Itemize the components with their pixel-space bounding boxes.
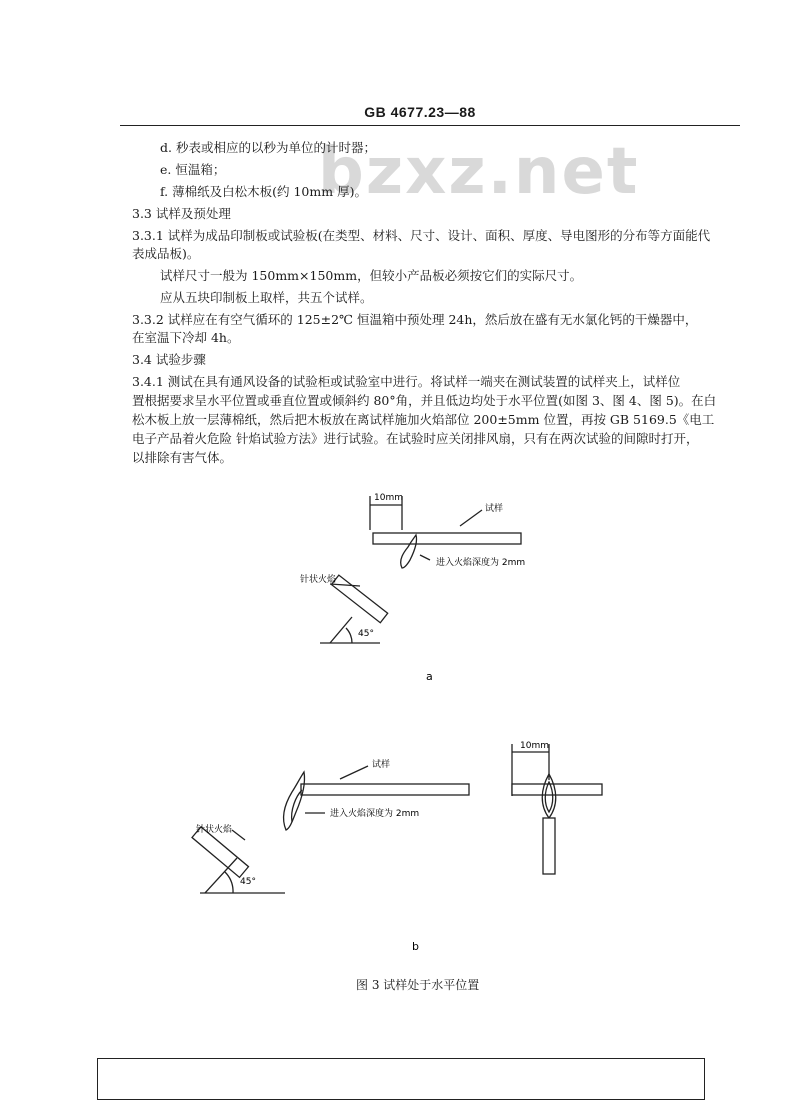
figure-b-left — [192, 766, 469, 893]
angle-arc — [346, 628, 352, 643]
section-3-3-1-para3: 应从五块印制板上取样，共五个试样。 — [160, 290, 373, 305]
specimen-leader-b — [340, 766, 368, 779]
section-3-3-heading: 3.3 试样及预处理 — [132, 206, 231, 221]
fig-b-sub-label: b — [412, 940, 419, 953]
section-3-3-2-line2: 在室温下冷却 4h。 — [132, 330, 240, 345]
fig-b-flame-label: 针状火焰 — [196, 825, 233, 835]
section-3-3-2-line1: 3.3.2 试样应在有空气循环的 125±2℃ 恒温箱中预处理 24h，然后放在盛有无水氯化钙的干燥器中， — [132, 312, 698, 327]
standard-code: GB 4677.23—88 — [364, 104, 476, 120]
section-3-4-1-line5: 以排除有害气体。 — [132, 450, 233, 465]
angle-ray — [330, 617, 352, 643]
item-e: e. 恒温箱； — [160, 162, 226, 177]
fig-b-depth-label: 进入火焰深度为 2mm — [330, 809, 420, 819]
fig-b-specimen-label: 试样 — [372, 760, 391, 770]
burner-b2 — [543, 818, 555, 874]
burner — [331, 575, 387, 623]
section-3-4-heading: 3.4 试验步骤 — [132, 352, 206, 367]
figure-b-right — [512, 744, 602, 874]
depth-leader — [420, 555, 430, 560]
section-3-3-1-line1: 3.3.1 试样为成品印制板或试验板(在类型、材料、尺寸、设计、面积、厚度、导电图形的分布等方面能代 — [132, 228, 711, 243]
watermark: bzxz.net — [318, 135, 640, 209]
fig-b-angle-label: 45° — [240, 877, 256, 887]
flame-b — [284, 772, 305, 830]
item-f: f. 薄棉纸及白松木板(约 10mm 厚)。 — [160, 184, 367, 199]
section-3-3-1-para2: 试样尺寸一般为 150mm×150mm，但较小产品板必须按它们的实际尺寸。 — [160, 268, 583, 283]
specimen-bar-b2 — [512, 784, 602, 795]
fig-b-dim-label: 10mm — [520, 741, 549, 751]
fig-a-flame-label: 针状火焰 — [300, 575, 337, 585]
fig-a-sub-label: a — [426, 670, 433, 683]
angle-arc-b — [225, 872, 233, 893]
specimen-leader — [460, 510, 482, 526]
specimen-bar-b — [301, 784, 469, 795]
figure-caption: 图 3 试样处于水平位置 — [356, 978, 480, 992]
fig-a-specimen-label: 试样 — [485, 504, 504, 514]
fig-a-angle-label: 45° — [358, 629, 374, 639]
specimen-bar — [373, 533, 521, 544]
section-3-3-1-line2: 表成品板)。 — [132, 246, 200, 261]
item-d: d. 秒表或相应的以秒为单位的计时器； — [160, 140, 376, 155]
figure-a — [320, 496, 521, 643]
section-3-4-1-line1: 3.4.1 测试在具有通风设备的试验柜或试验室中进行。将试样一端夹在测试装置的试样夹上，试样位 — [132, 374, 681, 389]
section-3-4-1-line2: 置根据要求呈水平位置或垂直位置或倾斜约 80°角，并且低边均处于水平位置(如图 3、图 4、图 5)。在白 — [132, 393, 717, 408]
flame-leader-b — [232, 830, 245, 840]
section-3-4-1-line3: 松木板上放一层薄棉纸，然后把木板放在离试样施加火焰部位 200±5mm 位置，再按 GB 5169.5《电工 — [132, 412, 715, 427]
fig-a-dim-label: 10mm — [374, 493, 403, 503]
fig-a-depth-label: 进入火焰深度为 2mm — [436, 558, 526, 568]
footer-frame — [97, 1058, 705, 1100]
section-3-4-1-line4: 电子产品着火危险 针焰试验方法》进行试验。在试验时应关闭排风扇，只有在两次试验的间隙时打开， — [132, 431, 699, 446]
